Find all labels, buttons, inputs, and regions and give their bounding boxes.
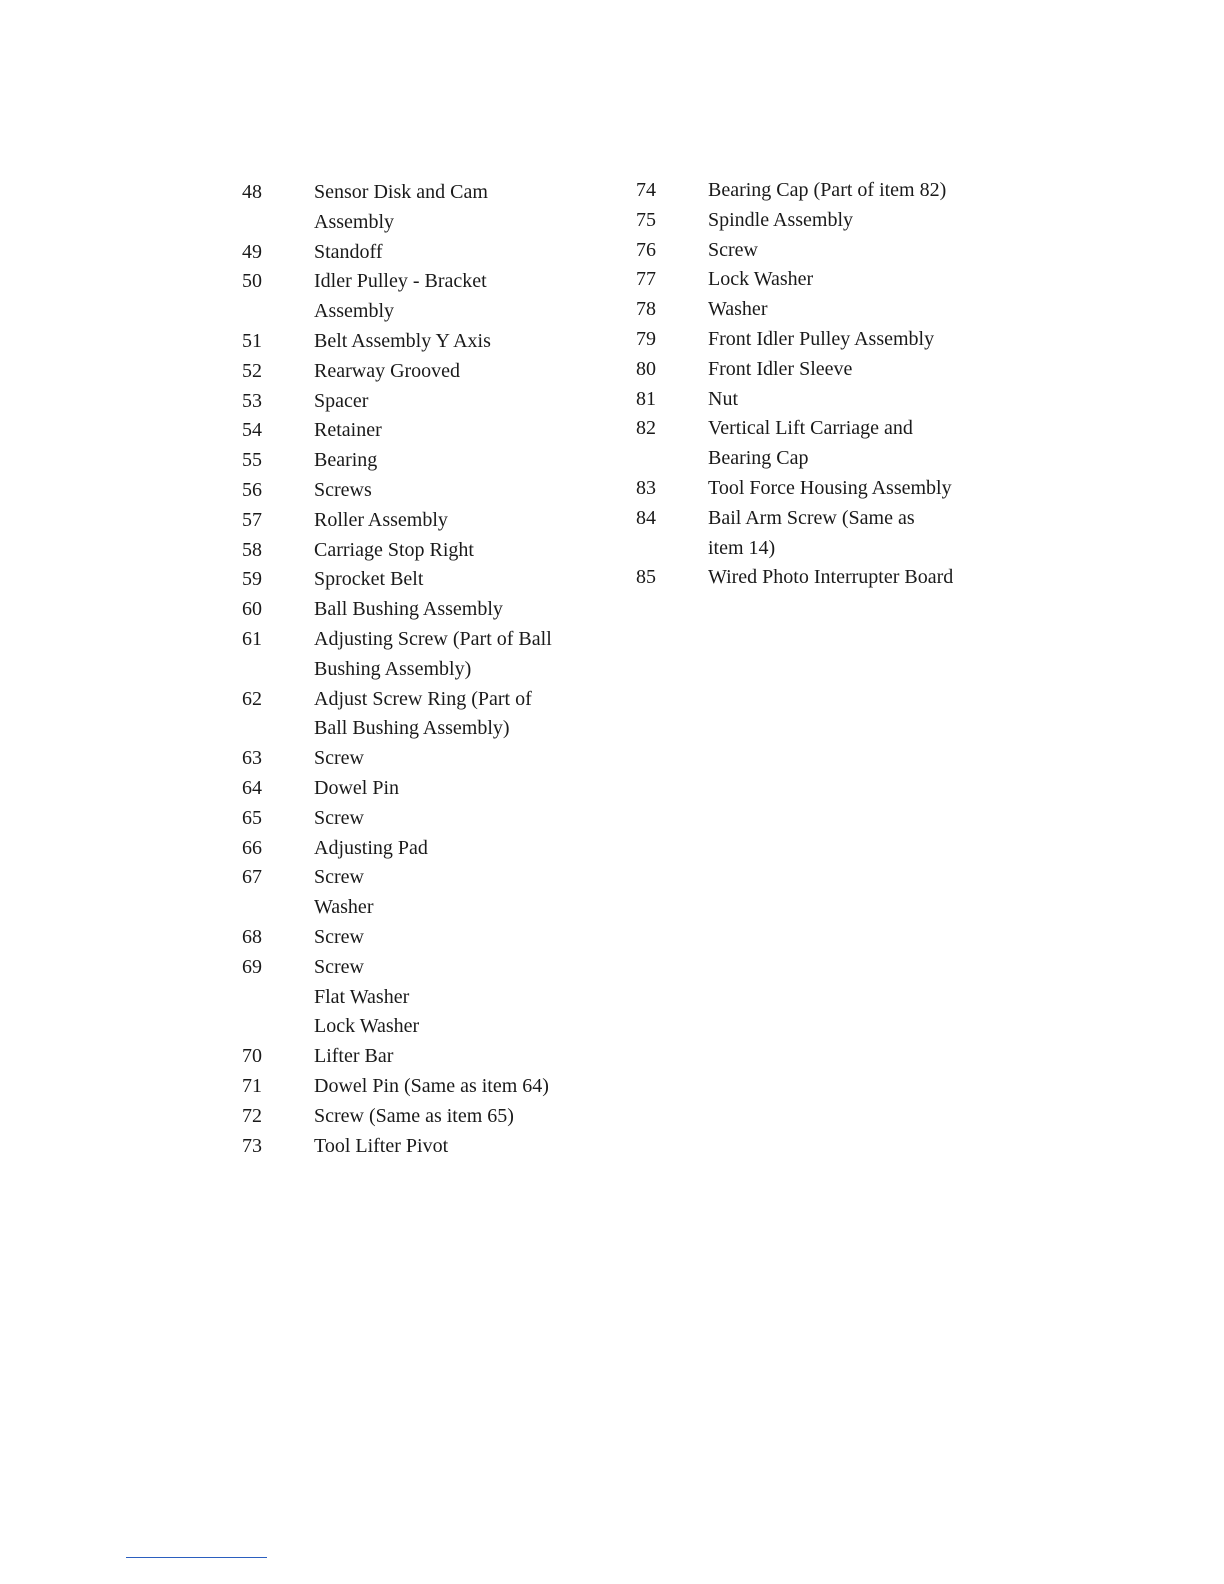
- item-description-line: Dowel Pin (Same as item 64): [314, 1074, 549, 1097]
- parts-list-item: [242, 1102, 602, 1132]
- item-description: [708, 176, 1016, 206]
- item-description-line: Roller Assembly: [314, 508, 448, 531]
- item-description-line: Dowel Pin: [314, 776, 399, 799]
- item-number: 80: [636, 357, 656, 380]
- item-number: 54: [242, 419, 262, 442]
- item-description-line: Sprocket Belt: [314, 568, 424, 591]
- parts-list-right-column: [636, 176, 1016, 593]
- parts-list-item: [636, 504, 1016, 564]
- parts-list-item: [636, 385, 1016, 415]
- item-description: [314, 625, 602, 685]
- item-number: 76: [636, 238, 656, 261]
- item-description-line: Tool Force Housing Assembly: [708, 476, 952, 499]
- item-number: 52: [242, 359, 262, 382]
- item-number: 65: [242, 806, 262, 829]
- item-description: [314, 1042, 602, 1072]
- item-description: [314, 267, 602, 327]
- item-description-line: Assembly: [314, 300, 394, 323]
- parts-list-item: [242, 1072, 602, 1102]
- item-description: [314, 923, 602, 953]
- item-description-line: Flat Washer: [314, 985, 410, 1008]
- item-description-line: Bail Arm Screw (Same as: [708, 506, 915, 529]
- item-description: [708, 355, 1016, 385]
- item-description-line: Retainer: [314, 419, 382, 442]
- item-description: [708, 236, 1016, 266]
- parts-list-item: [636, 414, 1016, 474]
- parts-list-item: [636, 325, 1016, 355]
- item-description-line: Screw: [314, 955, 364, 978]
- parts-list-item: [242, 357, 602, 387]
- item-description: [314, 446, 602, 476]
- item-number: 60: [242, 598, 262, 621]
- item-description: [314, 744, 602, 774]
- item-description-line: Vertical Lift Carriage and: [708, 417, 913, 440]
- item-description: [314, 774, 602, 804]
- item-number: 73: [242, 1134, 262, 1157]
- parts-list-item: [636, 563, 1016, 593]
- item-description-line: Washer: [708, 298, 768, 321]
- item-description-line: Belt Assembly Y Axis: [314, 329, 491, 352]
- item-description: [314, 327, 602, 357]
- item-description-line: Ball Bushing Assembly): [314, 717, 510, 740]
- item-description-line: Sensor Disk and Cam: [314, 181, 488, 203]
- item-description-line: Carriage Stop Right: [314, 538, 474, 561]
- item-description-line: Spindle Assembly: [708, 208, 854, 231]
- item-description: [708, 414, 1016, 474]
- parts-list-item: [636, 265, 1016, 295]
- item-description: [708, 265, 1016, 295]
- item-description: [708, 325, 1016, 355]
- item-description-line: Idler Pulley - Bracket: [314, 270, 487, 293]
- item-description-line: Screw (Same as item 65): [314, 1104, 514, 1127]
- item-description-line: Assembly: [314, 210, 394, 233]
- item-number: 85: [636, 566, 656, 589]
- parts-list-item: [636, 355, 1016, 385]
- item-number: 78: [636, 298, 656, 321]
- item-description: [314, 357, 602, 387]
- item-description-line: Tool Lifter Pivot: [314, 1134, 449, 1157]
- item-description-line: Screw: [708, 238, 758, 261]
- item-number: 59: [242, 568, 262, 591]
- item-description-line: Screw: [314, 747, 364, 770]
- item-number: 75: [636, 208, 656, 231]
- item-number: 63: [242, 747, 262, 770]
- item-description: [314, 953, 602, 1042]
- item-description-line: Bearing Cap: [708, 447, 809, 470]
- item-number: 62: [242, 687, 262, 710]
- item-number: 81: [636, 387, 656, 410]
- item-description: [708, 504, 1016, 564]
- item-description: [314, 595, 602, 625]
- parts-list-item: [242, 416, 602, 446]
- item-description-line: Adjust Screw Ring (Part of: [314, 687, 532, 710]
- item-number: 56: [242, 478, 262, 501]
- item-description-line: Standoff: [314, 240, 383, 263]
- parts-list-item: [242, 327, 602, 357]
- item-number: 51: [242, 329, 262, 352]
- item-description: [314, 863, 602, 923]
- item-description-line: Bearing Cap (Part of item 82): [708, 179, 947, 201]
- parts-list-item: [242, 834, 602, 864]
- item-description: [314, 804, 602, 834]
- item-description-line: Wired Photo Interrupter Board: [708, 566, 954, 589]
- parts-list-item: [242, 953, 602, 1042]
- item-description-line: Screws: [314, 478, 372, 501]
- item-description-line: Adjusting Pad: [314, 836, 428, 859]
- item-number: 55: [242, 449, 262, 472]
- item-description-line: Screw: [314, 866, 364, 889]
- parts-list-item: [636, 236, 1016, 266]
- item-description: [314, 685, 602, 745]
- parts-list-item: [242, 536, 602, 566]
- parts-list-item: [242, 178, 602, 238]
- parts-list-item: [242, 774, 602, 804]
- parts-list-item: [636, 295, 1016, 325]
- item-description-line: Spacer: [314, 389, 369, 412]
- item-number: 53: [242, 389, 262, 412]
- item-description-line: Washer: [314, 896, 374, 919]
- item-description: [314, 506, 602, 536]
- item-description-line: Front Idler Sleeve: [708, 357, 853, 380]
- parts-list-item: [242, 267, 602, 327]
- item-description: [708, 385, 1016, 415]
- parts-list-item: [242, 476, 602, 506]
- item-description: [708, 563, 1016, 593]
- parts-list-item: [242, 595, 602, 625]
- item-number: 50: [242, 270, 262, 293]
- parts-list-item: [242, 565, 602, 595]
- parts-list-item: [242, 446, 602, 476]
- parts-list-item: [636, 176, 1016, 206]
- item-description: [314, 1072, 602, 1102]
- item-number: 71: [242, 1074, 262, 1097]
- item-description-line: Ball Bushing Assembly: [314, 598, 503, 621]
- item-number: 83: [636, 476, 656, 499]
- parts-list-item: [242, 1132, 602, 1162]
- item-description: [314, 476, 602, 506]
- item-number: 49: [242, 240, 262, 263]
- item-number: 48: [242, 181, 262, 203]
- item-number: 58: [242, 538, 262, 561]
- item-description: [314, 416, 602, 446]
- item-description-line: Screw: [314, 806, 364, 829]
- item-description-line: Lifter Bar: [314, 1045, 394, 1068]
- item-description: [314, 1102, 602, 1132]
- item-description-line: Bushing Assembly): [314, 657, 472, 680]
- item-description: [314, 1132, 602, 1162]
- item-number: 66: [242, 836, 262, 859]
- parts-list-item: [242, 744, 602, 774]
- item-number: 67: [242, 866, 262, 889]
- item-number: 70: [242, 1045, 262, 1068]
- item-number: 74: [636, 179, 656, 201]
- parts-list-item: [242, 238, 602, 268]
- item-number: 69: [242, 955, 262, 978]
- item-number: 57: [242, 508, 262, 531]
- item-description: [314, 834, 602, 864]
- item-number: 64: [242, 776, 262, 799]
- item-number: 61: [242, 627, 262, 650]
- parts-list-item: [242, 863, 602, 923]
- item-description-line: Rearway Grooved: [314, 359, 461, 382]
- parts-list-item: [242, 685, 602, 745]
- item-description: [314, 536, 602, 566]
- item-description-line: Bearing: [314, 449, 378, 472]
- item-number: 77: [636, 268, 656, 291]
- item-description: [314, 238, 602, 268]
- item-description: [708, 474, 1016, 504]
- parts-list-item: [242, 387, 602, 417]
- parts-list-item: [242, 625, 602, 685]
- item-number: 82: [636, 417, 656, 440]
- parts-list-item: [636, 206, 1016, 236]
- parts-list-item: [242, 1042, 602, 1072]
- item-description-line: Nut: [708, 387, 738, 410]
- item-description: [314, 387, 602, 417]
- parts-list-item: [242, 506, 602, 536]
- parts-list-item: [242, 923, 602, 953]
- item-description: [314, 565, 602, 595]
- footnote-rule: [126, 1557, 267, 1558]
- item-description-line: Lock Washer: [314, 1015, 420, 1038]
- parts-list-item: [636, 474, 1016, 504]
- item-number: 79: [636, 327, 656, 350]
- item-description-line: Screw: [314, 925, 364, 948]
- item-description: [708, 295, 1016, 325]
- item-description: [314, 178, 602, 238]
- parts-list-left-column: [242, 178, 602, 1161]
- item-description-line: item 14): [708, 536, 776, 559]
- parts-list-item: [242, 804, 602, 834]
- item-description: [708, 206, 1016, 236]
- item-number: 68: [242, 925, 262, 948]
- item-number: 72: [242, 1104, 262, 1127]
- item-description-line: Front Idler Pulley Assembly: [708, 327, 935, 350]
- item-number: 84: [636, 506, 656, 529]
- item-description-line: Lock Washer: [708, 268, 814, 291]
- item-description-line: Adjusting Screw (Part of Ball: [314, 627, 552, 650]
